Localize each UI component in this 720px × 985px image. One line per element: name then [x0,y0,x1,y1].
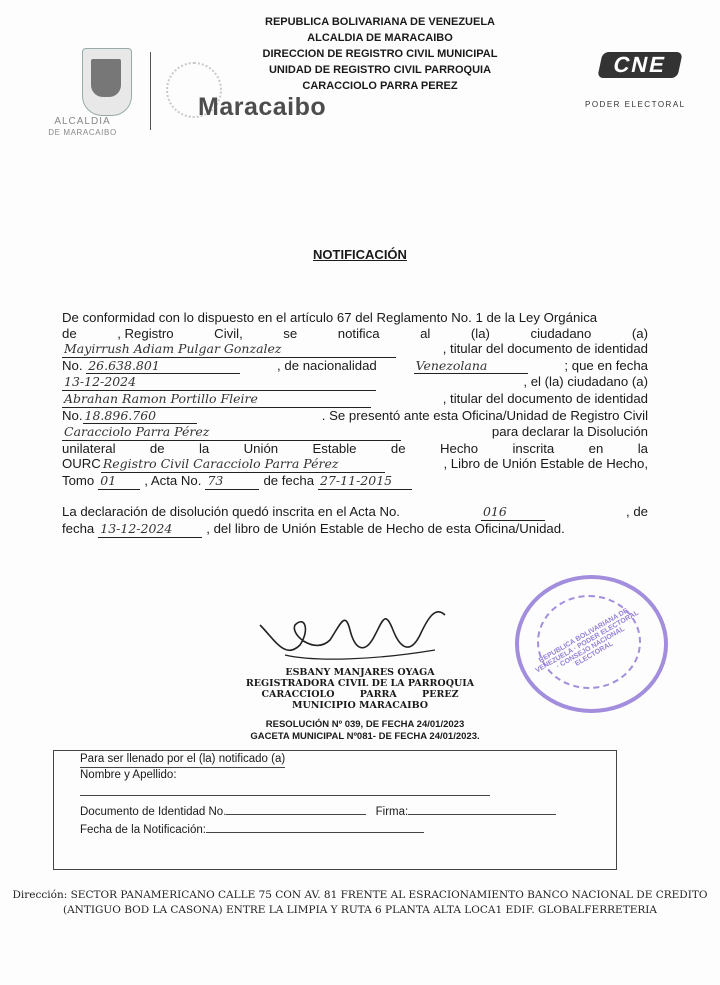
date-1: 13-12-2024 [62,374,376,391]
signatory-role: REGISTRADORA CIVIL DE LA PARROQUIA [245,678,475,689]
notification-body [62,310,648,490]
body-line-10: OURC Registro Civil Caracciolo Parra Pérez , Libro de Unión Estable de Hecho, [62,456,648,472]
signatory-name: ESBANY MANJARES OYAGA [285,667,435,678]
signatory-municipality: MUNICIPIO MARACAIBO [291,700,429,711]
header-line-3: DIRECCION DE REGISTRO CIVIL MUNICIPAL [262,48,498,60]
body-line-9: unilateral de la Unión Estable de Hecho inscrita en la [62,440,648,456]
recipient-form [80,752,556,838]
footer-line-2: (ANTIGUO BOD LA CASONA) ENTRE LA LIMPIA Y RUTA 6 PLANTA ALTA LOCA1 EDIF. GLOBALFERRETERIA [63,904,657,916]
body-line-8: Caracciolo Parra Pérez para declarar la Disolución [64,424,648,440]
footer-address [10,888,710,918]
dissolution-paragraph: La declaración de disolución quedó inscrita en el Acta No. 016 , de fecha 13-12-2024 , del libro de Unión Estable de Hecho de esta Oficina/Unidad. [62,504,648,536]
alcaldia-logo-name: ALCALDIA [54,116,111,127]
dissolution-acta: 016 [481,504,545,521]
form-name-line[interactable] [80,783,490,796]
alcaldia-logo [30,48,135,140]
body-line-1: De conformidad con lo dispuesto en el artículo 67 del Reglamento No. 1 de la Ley Orgánica [62,310,598,325]
alcaldia-logo-sub: DE MARACAIBO [48,128,117,137]
body-line-2: de , Registro Civil, se notifica al (la) ciudadano (a) [62,325,648,341]
form-name-label: Nombre y Apellido: [80,769,177,781]
maracaibo-logo: Maracaibo [198,93,327,121]
gazette-text: GACETA MUNICIPAL Nº081- DE FECHA 24/01/2023. [250,731,480,742]
cne-logo: CNE [597,52,683,78]
header-line-4: UNIDAD DE REGISTRO CIVIL PARROQUIA [268,64,492,76]
body-line-4: No. 26.638.801 , de nacionalidad Venezolana ; que en fecha [62,357,648,373]
body-line-7: No. 18.896.760 . Se presentó ante esta Oficina/Unidad de Registro Civil [62,407,648,423]
page-title: NOTIFICACIÓN [313,247,407,262]
nationality: Venezolana [414,358,528,375]
citizen1-name: Mayirrush Adiam Pulgar Gonzalez [62,341,396,358]
coat-of-arms-icon [82,48,132,116]
stamp-text: REPUBLICA BOLIVARIANA DE VENEZUELA · PODER ELECTORAL · CONSEJO NACIONAL ELECTORAL [534,607,641,675]
handwritten-signature [255,600,455,670]
form-date-row: Fecha de la Notificación: [80,820,556,838]
dissolution-date: 13-12-2024 [98,521,202,538]
resolution-text: RESOLUCIÓN Nº 039, DE FECHA 24/01/2023 [265,719,465,730]
office-name: Caracciolo Parra Pérez [62,424,401,441]
body-line-11: Tomo 01 , Acta No. 73 de fecha 27-11-2015 [62,473,648,490]
resolution-block [245,719,485,743]
header-line-5: CARACCIOLO PARRA PEREZ [302,80,458,92]
form-date-line[interactable] [206,820,424,833]
body-line-6: Abrahan Ramon Portillo Fleire , titular del documento de identidad [64,390,648,406]
citizen2-name: Abrahan Ramon Portillo Fleire [62,391,371,408]
header-block [230,14,530,94]
form-id-row: Documento de Identidad No. Firma: [80,802,556,820]
official-stamp [515,575,668,713]
form-signature-line[interactable] [408,802,556,815]
body-line-3: Mayirrush Adiam Pulgar Gonzalez , titular del documento de identidad [64,341,648,357]
logo-divider [150,52,151,130]
header-line-1: REPUBLICA BOLIVARIANA DE VENEZUELA [265,16,495,28]
citizen1-id: 26.638.801 [86,358,240,375]
date-2: 27-11-2015 [318,473,412,490]
signatory-parish: CARACCIOLO PARRA PEREZ [261,689,459,700]
citizen2-id: 18.896.760 [83,408,197,425]
ourc-name: Registro Civil Caracciolo Parra Pérez [101,456,385,473]
header-line-2: ALCALDIA DE MARACAIBO [307,32,453,44]
form-heading: Para ser llenado por el (la) notificado (a) [80,752,285,768]
cne-logo-sub: PODER ELECTORAL [585,100,686,109]
acta-number: 73 [205,473,259,490]
tomo-number: 01 [98,473,140,490]
form-id-line[interactable] [226,802,366,815]
body-line-5: 13-12-2024 , el (la) ciudadano (a) [64,374,648,390]
footer-line-1: Dirección: SECTOR PANAMERICANO CALLE 75 CON AV. 81 FRENTE AL ESRACIONAMIENTO BANCO NACIONAL DE CREDITO [12,889,708,901]
signatory-block [240,667,480,711]
